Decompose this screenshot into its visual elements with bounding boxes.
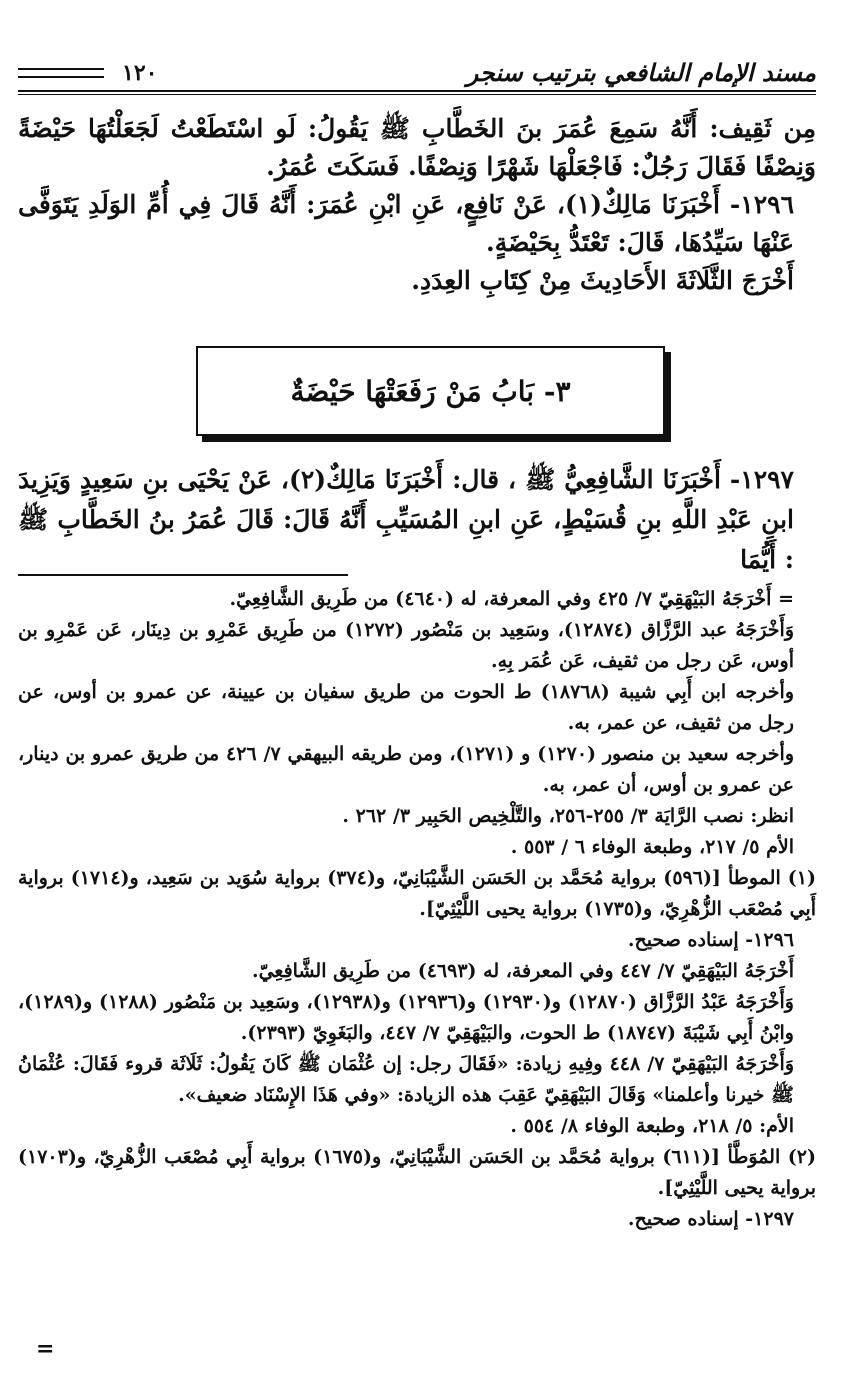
footnote-line: وأخرجه سعيد بن منصور (١٢٧٠) و (١٢٧١)، ومن طريقه البيهقي ٧/ ٤٢٦ من طريق عمرو بن دينار، عن عمرو بن أوس، أن عمر، به.	[18, 743, 795, 796]
continuation-mark: =	[36, 1336, 55, 1362]
footnotes	[18, 584, 816, 1235]
main-text	[18, 110, 816, 300]
footnote-line: الأم ٥/ ٢١٧، وطبعة الوفاء ٦ / ٥٥٣ .	[510, 836, 794, 858]
paragraph: ١٢٩٦- أَخْبَرَنَا مَالِكٌ(١)، عَنْ نَافِعٍ، عَنِ ابْنِ عُمَرَ: أَنَّهُ قَالَ فِي أُمِّ الوَلَدِ يَتَوَفَّى عَنْهَا سَيِّدُهَا، قَالَ: تَعْتَدُّ بِحَيْضَةٍ.	[18, 190, 795, 257]
paragraph: أَخْرَجَ الثَّلَاثَةَ الأَحَادِيثَ مِنْ كِتَابِ العِدَدِ.	[411, 266, 794, 295]
footnote-line: ١٢٩٧- إسناده صحيح.	[627, 1208, 794, 1230]
footnote-line: ١٢٩٦- إسناده صحيح.	[627, 929, 794, 951]
main-text-2	[18, 460, 816, 580]
footnote-line: وَأَخْرَجَهُ عبد الرَّزَّاق (١٢٨٧٤)، وسَعِيد بن مَنْصُور (١٢٧٢) من طَرِيق عَمْرِو بن دِينَار، عَن عَمْرِو بن أوس، عَن رجل من ثقيف، عَن عُمَر بِهِ.	[18, 619, 794, 672]
footnote-line: وَأَخْرَجَهُ البَيْهَقِيّ ٧/ ٤٤٨ وفِيهِ زيادة: «فَقَالَ رجل: إن عُثْمَان ﷺ كَانَ يَقُولُ: ثَلَاثَة قروء فَقَالَ: عُثْمَانُ ﷺ خيرنا وأعلمنا» وَقَالَ البَيْهَقِيّ عَقِبَ هذه الزيادة: «وفي هَذَا الإِسْنَاد ضعيف».	[18, 1053, 794, 1106]
page-number: ١٢٠	[122, 60, 158, 86]
footnote-line: وَأَخْرَجَهُ عَبْدُ الرَّزَّاق (١٢٨٧٠) و(١٢٩٣٠) و(١٢٩٣٦) و(١٢٩٣٨)، وسَعِيد بن مَنْصُور (١٢٨٨) و(١٢٨٩)، وابْنُ أَبِي شَيْبَةَ (١٨٧٤٧) ط الحوت، والبَيْهَقِيّ ٧/ ٤٤٧، والبَغَوِيّ (٢٣٩٣).	[18, 991, 794, 1044]
footnote-number: (٢)	[787, 1146, 816, 1168]
footnote-divider	[18, 574, 348, 576]
chapter-heading-box	[196, 346, 665, 436]
header-rule	[18, 90, 816, 92]
page-header	[18, 48, 816, 98]
paragraph: مِن ثَقِيف: أَنَّهُ سَمِعَ عُمَرَ بنَ الخَطَّابِ ﷺ يَقُولُ: لَو اسْتَطَعْتُ لَجَعَلْتُهَا حَيْضَةً وَنِصْفًا فَقَالَ رَجُلٌ: فَاجْعَلْهَا شَهْرًا وَنِصْفًا. فَسَكَتَ عُمَرُ.	[18, 114, 816, 181]
header-rule-thin	[18, 94, 816, 95]
chapter-title: ٣- بَابُ مَنْ رَفَعَتْهَا حَيْضَةٌ	[290, 374, 571, 408]
header-decor-lines	[18, 68, 104, 84]
footnote-text: المُوَطَّأ [(٦١١) برواية مُحَمَّد بن الحَسَن الشَّيْبَانِيّ، و(١٦٧٥) برواية أَبِي مُصْعَب الزُّهْرِيّ، و(١٧٠٣) برواية يحيى اللَّيْثِيّ].	[18, 1146, 816, 1199]
footnote-2	[18, 1142, 816, 1204]
footnote-line: الأم: ٥/ ٢١٨، وطبعة الوفاء ٨/ ٥٥٤ .	[510, 1115, 794, 1137]
footnote-line: انظر: نصب الرَّايَة ٣/ ٢٥٥-٢٥٦، والتَّلْخِيص الحَبِير ٣/ ٢٦٢ .	[342, 805, 794, 827]
paragraph: ١٢٩٧- أَخْبَرَنَا الشَّافِعِيُّ ﷺ ، قال: أَخْبَرَنَا مَالِكٌ(٢)، عَنْ يَحْيَى بنِ سَعِيدٍ وَيَزِيدَ ابنِ عَبْدِ اللَّهِ بنِ قُسَيْطٍ، عَنِ ابنِ المُسَيِّبِ أَنَّهُ قَالَ: قَالَ عُمَرُ بنُ الخَطَّابِ ﷺ : أَيُّمَا	[18, 465, 794, 574]
book-title: مسند الإمام الشافعي بترتيب سنجر	[466, 58, 816, 87]
footnote-text: الموطأ [(٥٩٦) برواية مُحَمَّد بن الحَسَن الشَّيْبَانِيّ، و(٣٧٤) برواية سُوَيد بن سَعِيد، و(١٧١٤) برواية أَبِي مُصْعَب الزُّهْرِيّ، و(١٧٣٥) برواية يحيى اللَّيْثِيّ].	[18, 867, 816, 920]
footnote-number: (١)	[787, 867, 816, 889]
footnote-1	[18, 863, 816, 925]
footnote-line: = أَخْرَجَهُ البَيْهَقِيّ ٧/ ٤٢٥ وفي المعرفة، له (٤٦٤٠) من طَرِيق الشَّافِعِيّ.	[229, 588, 794, 610]
footnote-line: أَخْرَجَهُ البَيْهَقِيّ ٧/ ٤٤٧ وفي المعرفة، له (٤٦٩٣) من طَرِيق الشَّافِعِيّ.	[251, 960, 794, 982]
footnote-line: وأخرجه ابن أَبِي شيبة (١٨٧٦٨) ط الحوت من طريق سفيان بن عيينة، عن عمرو بن أوس، عن رجل من ثقيف، عن عمر، به.	[18, 681, 794, 734]
